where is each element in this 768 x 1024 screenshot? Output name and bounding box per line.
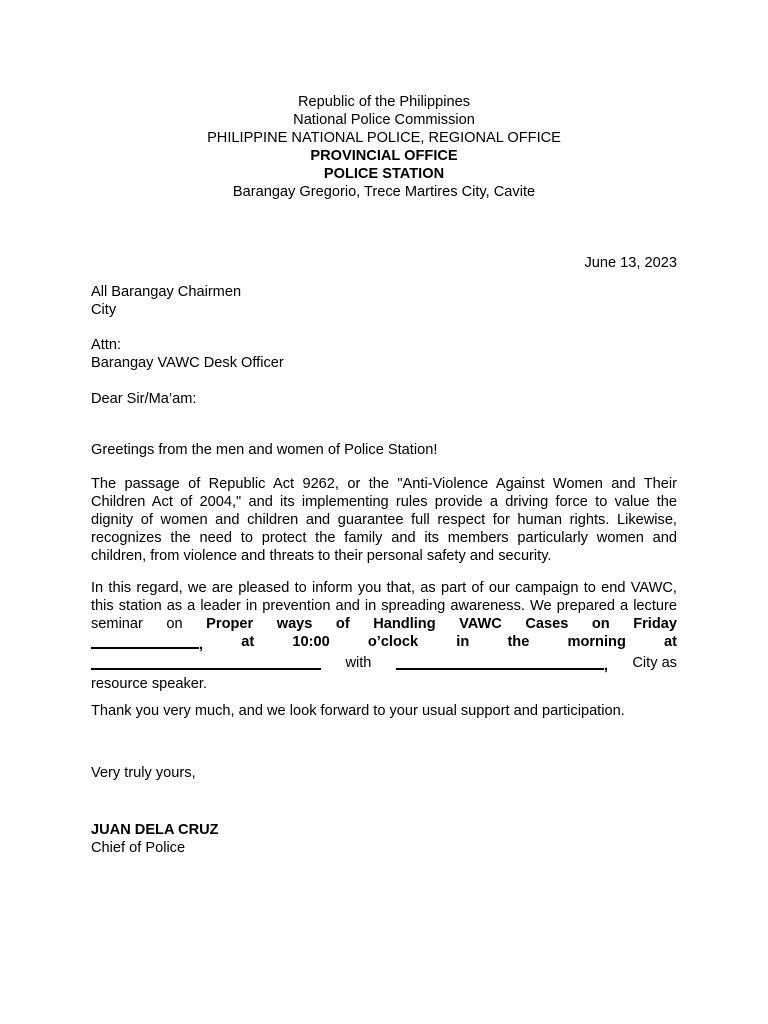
letterhead-republic: Republic of the Philippines <box>298 94 470 110</box>
letterhead-regional-office: PHILIPPINE NATIONAL POLICE, REGIONAL OFFICE <box>207 130 561 146</box>
letterhead-address: Barangay Gregorio, Trece Martires City, Cavite <box>232 184 536 200</box>
letterhead-police-station: POLICE STATION <box>323 166 445 182</box>
paragraph-2-venue-line <box>91 654 677 675</box>
speaker-blank-wrap: , <box>396 654 608 675</box>
recipient-block <box>91 283 677 319</box>
venue-blank <box>91 654 321 670</box>
resource-speaker-text: resource speaker. <box>91 676 208 692</box>
speaker-blank <box>396 654 604 670</box>
attention-label: Attn: <box>91 337 122 353</box>
thanks-line: Thank you very much, and we look forward to your usual support and participation. <box>91 703 625 719</box>
time-text-at2: at <box>664 634 677 650</box>
closing: Very truly yours, <box>91 765 196 781</box>
letterhead-commission: National Police Commission <box>293 112 475 128</box>
time-text-oclock: o’clock <box>367 634 419 650</box>
paragraph-2 <box>91 579 677 693</box>
attention-block <box>91 336 677 372</box>
letter-date: June 13, 2023 <box>584 255 677 271</box>
letterhead <box>0 93 768 201</box>
signature-block <box>91 821 677 857</box>
paragraph-2-time-line <box>91 633 677 654</box>
recipient-line-2: City <box>91 302 117 318</box>
time-text-morning: morning <box>567 634 626 650</box>
greeting: Greetings from the men and women of Police Station! <box>91 442 438 458</box>
time-text-in: in <box>456 634 470 650</box>
paragraph-2-intro <box>91 579 677 633</box>
signatory-title: Chief of Police <box>91 840 186 856</box>
recipient-line-1: All Barangay Chairmen <box>91 284 242 300</box>
with-text: with <box>345 655 372 671</box>
time-text-1000: 10:00 <box>292 634 330 650</box>
time-text-at: at <box>241 634 255 650</box>
seminar-topic: Proper ways of Handling VAWC Cases on Friday <box>206 616 677 632</box>
signatory-name: JUAN DELA CRUZ <box>91 822 219 838</box>
date-blank <box>91 633 199 649</box>
date-blank-wrap: , <box>91 633 203 654</box>
attention-name: Barangay VAWC Desk Officer <box>91 355 284 371</box>
paragraph-1: The passage of Republic Act 9262, or the "Anti-Violence Against Women and Their Children Act of 2004," and its implementing rules provide a driving force to value the dignity of women and children and guarantee full respect for human rights. Likewise, recognizes the need to protect the family and its members particularly women and children, from violence and threats to their personal safety and security. <box>91 476 677 564</box>
city-as-text: City as <box>632 655 677 671</box>
paragraph-2-intro-text: In this regard, we are pleased to inform you that, as part of our campaign to end VAWC, this station as a leader in prevention and in spreading awareness. We prepared a lecture seminar on <box>91 580 677 632</box>
time-text-the: the <box>507 634 530 650</box>
salutation: Dear Sir/Ma’am: <box>91 391 197 407</box>
letterhead-provincial-office: PROVINCIAL OFFICE <box>310 148 458 164</box>
